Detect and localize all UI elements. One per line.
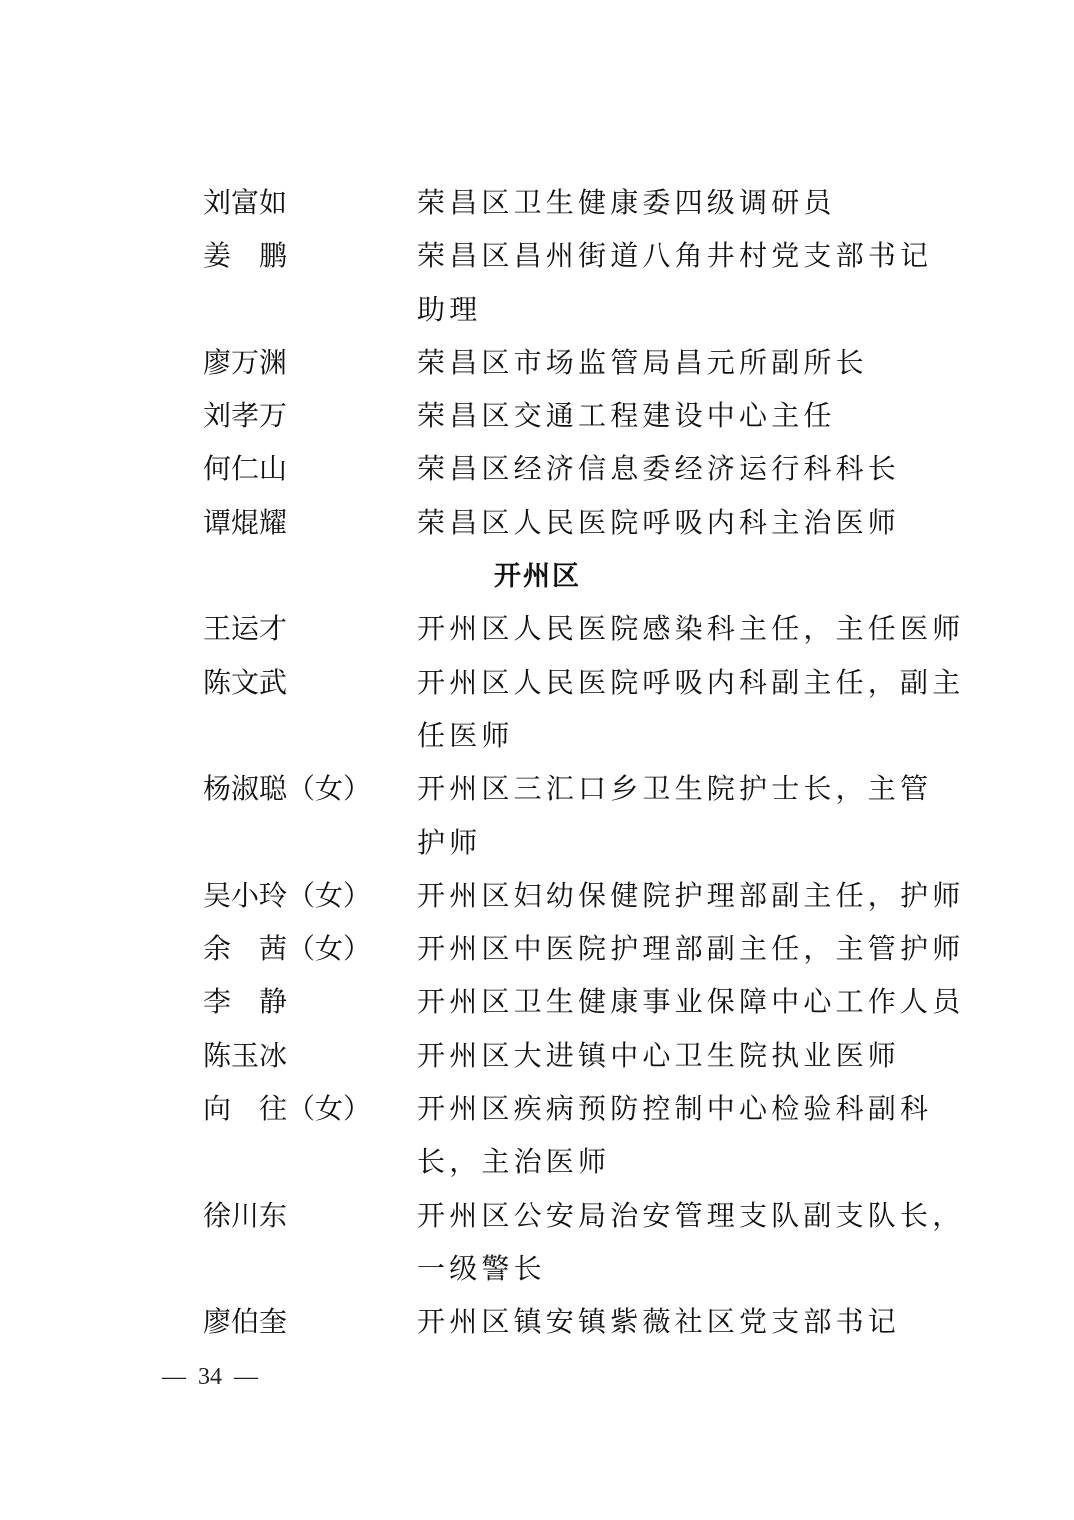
person-position — [417, 1083, 932, 1190]
person-position — [417, 177, 836, 230]
person-position — [417, 390, 836, 443]
list-item — [203, 763, 963, 870]
list-item — [203, 976, 963, 1029]
list-item — [203, 923, 963, 976]
position-line: 护师 — [417, 827, 482, 859]
person-position — [417, 443, 900, 496]
person-position — [417, 1030, 900, 1083]
person-position — [417, 1296, 900, 1349]
list-item — [203, 390, 963, 443]
person-name: 王运才 — [203, 614, 288, 646]
position-line: 开州区卫生健康事业保障中心工作人员 — [417, 987, 965, 1019]
position-line: 开州区镇安镇紫薇社区党支部书记 — [417, 1307, 901, 1339]
person-name: 刘孝万 — [203, 401, 288, 433]
list-item — [203, 497, 963, 550]
list-item — [203, 230, 963, 337]
person-position — [417, 763, 932, 870]
position-line: 助理 — [417, 294, 482, 326]
person-position — [417, 337, 868, 390]
list-item — [203, 603, 963, 656]
position-line: 荣昌区昌州街道八角井村党支部书记 — [417, 241, 933, 273]
section-heading: 开州区 — [494, 561, 581, 592]
person-name: 杨淑聪（女） — [203, 774, 372, 806]
position-line: 荣昌区卫生健康委四级调研员 — [417, 188, 836, 219]
list-item — [203, 443, 963, 496]
list-item — [203, 657, 963, 764]
person-position — [417, 923, 964, 976]
list-item — [203, 1190, 963, 1297]
list-item — [203, 1030, 963, 1083]
position-line: 一级警长 — [417, 1253, 546, 1285]
position-line: 开州区人民医院呼吸内科副主任，副主 — [417, 667, 965, 699]
person-name: 何仁山 — [203, 454, 288, 486]
position-line: 开州区人民医院感染科主任，主任医师 — [417, 614, 965, 646]
list-item — [203, 337, 963, 390]
list-item — [203, 870, 963, 923]
position-line: 长，主治医师 — [417, 1147, 611, 1179]
position-line: 开州区疾病预防控制中心检验科副科 — [417, 1094, 933, 1126]
person-name: 廖伯奎 — [203, 1307, 288, 1339]
person-name: 姜 鹏 — [203, 241, 288, 273]
position-line: 开州区妇幼保健院护理部副主任，护师 — [417, 880, 965, 912]
page-number: — 34 — — [162, 1364, 258, 1390]
position-line: 开州区中医院护理部副主任，主管护师 — [417, 934, 965, 966]
position-line: 荣昌区经济信息委经济运行科科长 — [417, 454, 901, 486]
person-position — [417, 497, 900, 550]
list-item — [203, 1296, 963, 1349]
person-position — [417, 976, 964, 1029]
list-item — [203, 177, 963, 230]
position-line: 开州区大进镇中心卫生院执业医师 — [417, 1040, 901, 1072]
position-line: 荣昌区交通工程建设中心主任 — [417, 401, 836, 433]
position-line: 开州区公安局治安管理支队副支队长， — [417, 1200, 965, 1232]
person-name: 向 往（女） — [203, 1094, 372, 1126]
person-position — [417, 230, 932, 337]
person-name: 刘富如 — [203, 188, 288, 219]
list-item — [203, 1083, 963, 1190]
position-line: 荣昌区市场监管局昌元所副所长 — [417, 347, 868, 379]
person-name: 陈玉冰 — [203, 1040, 288, 1072]
position-line: 荣昌区人民医院呼吸内科主治医师 — [417, 507, 901, 539]
person-name: 余 茜（女） — [203, 934, 372, 966]
position-line: 任医师 — [417, 720, 514, 752]
position-line: 开州区三汇口乡卫生院护士长，主管 — [417, 774, 933, 806]
person-position — [417, 870, 964, 923]
person-name: 徐川东 — [203, 1200, 288, 1232]
person-name: 李 静 — [203, 987, 288, 1019]
person-position — [417, 657, 964, 764]
person-name: 陈文武 — [203, 667, 288, 699]
person-name: 廖万渊 — [203, 347, 288, 379]
person-name: 吴小玲（女） — [203, 880, 372, 912]
person-name: 谭焜耀 — [203, 507, 288, 539]
person-position — [417, 603, 964, 656]
member-list — [203, 177, 963, 1350]
person-position — [417, 1190, 964, 1297]
